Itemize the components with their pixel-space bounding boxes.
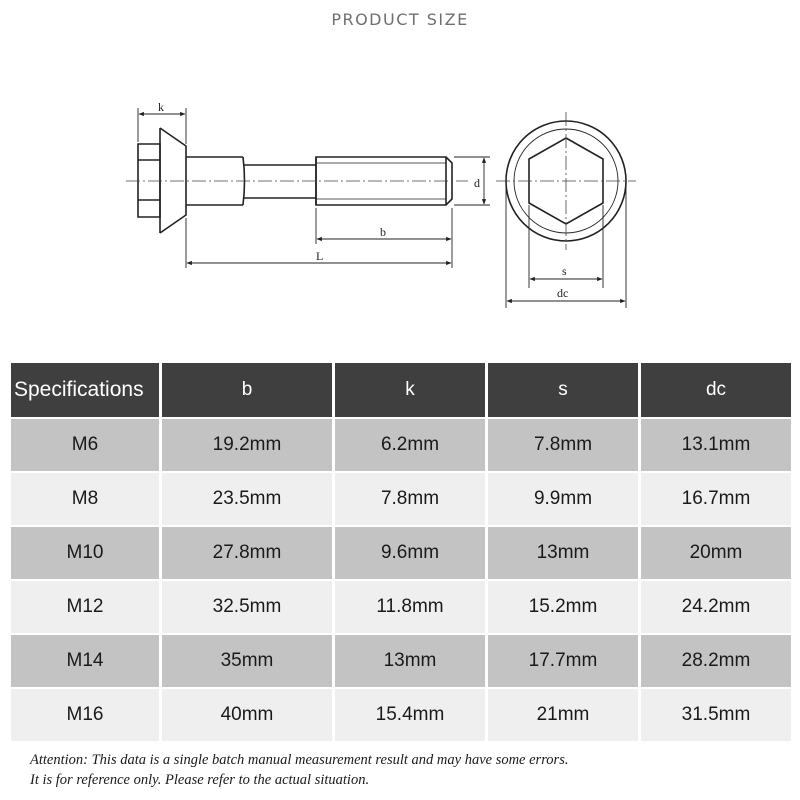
table-row: [11, 581, 791, 633]
cell-dc: 13.1mm: [641, 419, 791, 471]
cell-b: 19.2mm: [162, 419, 332, 471]
dim-label-d: d: [474, 176, 480, 190]
cell-b: 35mm: [162, 635, 332, 687]
cell-s: 7.8mm: [488, 419, 638, 471]
cell-spec: M16: [11, 689, 159, 741]
cell-s: 9.9mm: [488, 473, 638, 525]
cell-spec: M6: [11, 419, 159, 471]
attention-note-line-2: It is for reference only. Please refer to the actual situation.: [30, 772, 370, 788]
cell-k: 11.8mm: [335, 581, 485, 633]
dim-label-s: s: [562, 264, 567, 278]
dim-label-k: k: [158, 100, 164, 114]
header-dc: dc: [641, 363, 791, 417]
table-row: [11, 419, 791, 471]
cell-spec: M14: [11, 635, 159, 687]
header-b: b: [162, 363, 332, 417]
bolt-technical-drawing: [0, 0, 800, 360]
header-s: s: [488, 363, 638, 417]
cell-s: 13mm: [488, 527, 638, 579]
page-title: PRODUCT SIZE: [331, 10, 469, 29]
cell-k: 15.4mm: [335, 689, 485, 741]
dim-label-b: b: [380, 225, 386, 239]
cell-b: 27.8mm: [162, 527, 332, 579]
header-specifications: Specifications: [11, 363, 159, 417]
cell-spec: M12: [11, 581, 159, 633]
dim-label-L: L: [316, 249, 324, 263]
cell-s: 21mm: [488, 689, 638, 741]
table-row: [11, 473, 791, 525]
table-row: [11, 527, 791, 579]
spec-table: [8, 361, 794, 743]
attention-note: [30, 750, 790, 790]
cell-k: 6.2mm: [335, 419, 485, 471]
cell-dc: 16.7mm: [641, 473, 791, 525]
cell-dc: 31.5mm: [641, 689, 791, 741]
cell-b: 40mm: [162, 689, 332, 741]
cell-spec: M10: [11, 527, 159, 579]
bolt-head-shape: [138, 144, 160, 217]
table-row: [11, 635, 791, 687]
cell-k: 13mm: [335, 635, 485, 687]
cell-dc: 20mm: [641, 527, 791, 579]
table-header-row: [11, 363, 791, 417]
bolt-flange-shape: [160, 128, 186, 233]
table-row: [11, 689, 791, 741]
cell-k: 7.8mm: [335, 473, 485, 525]
cell-spec: M8: [11, 473, 159, 525]
header-k: k: [335, 363, 485, 417]
cell-dc: 24.2mm: [641, 581, 791, 633]
cell-k: 9.6mm: [335, 527, 485, 579]
cell-b: 32.5mm: [162, 581, 332, 633]
cell-b: 23.5mm: [162, 473, 332, 525]
dim-label-dc: dc: [557, 286, 569, 300]
cell-s: 15.2mm: [488, 581, 638, 633]
attention-note-line-1: Attention: This data is a single batch manual measurement result and may have some errors.: [30, 752, 569, 768]
cell-dc: 28.2mm: [641, 635, 791, 687]
cell-s: 17.7mm: [488, 635, 638, 687]
